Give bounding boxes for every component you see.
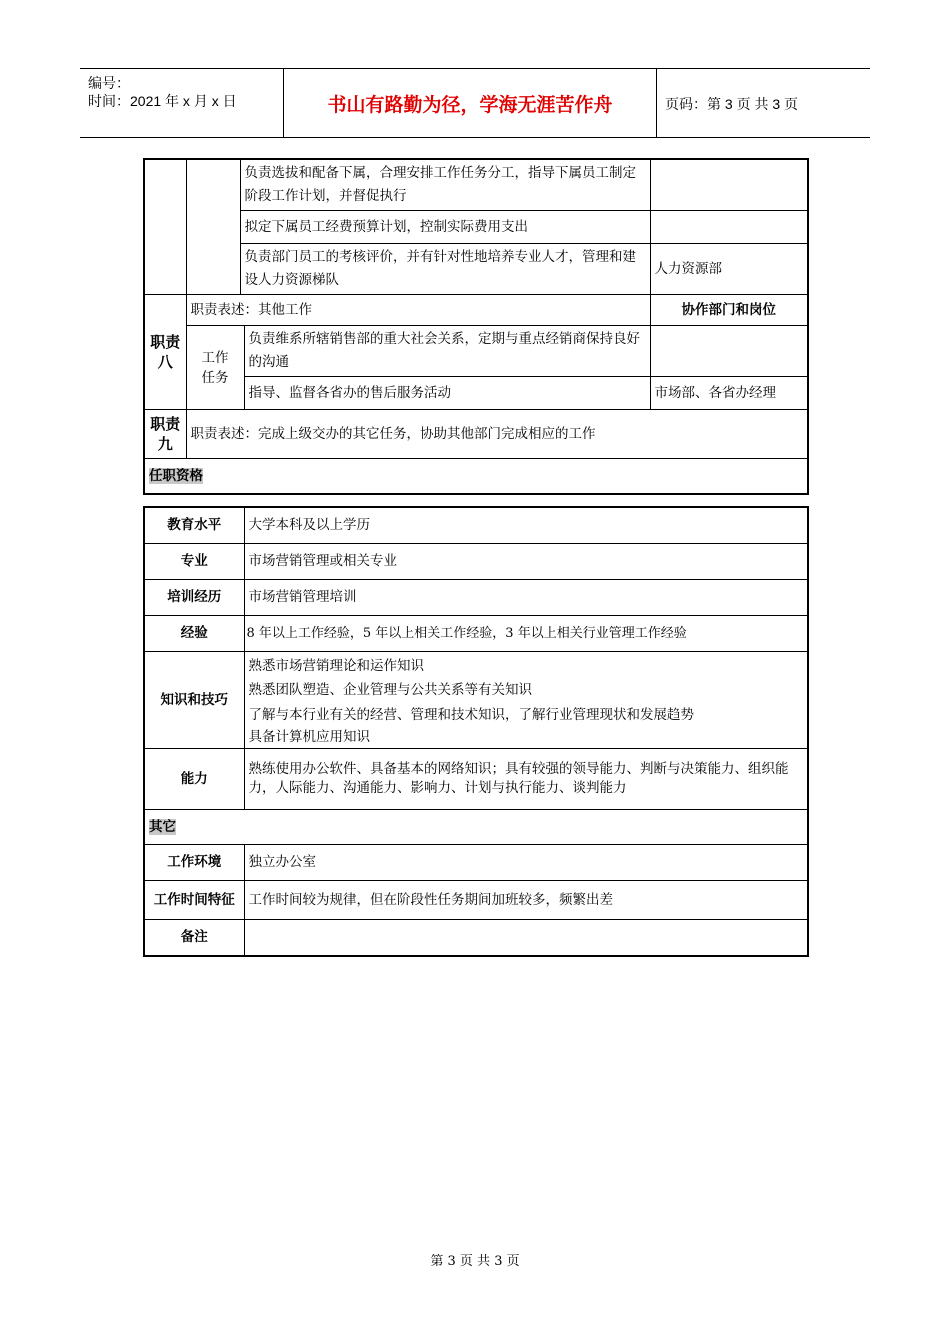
qualifications-table bbox=[143, 506, 809, 957]
page-footer: 第 3 页 共 3 页 bbox=[430, 1254, 520, 1269]
table-row bbox=[144, 881, 808, 920]
task-cell: 负责选拔和配备下属，合理安排工作任务分工，指导下属员工制定阶段工作计划，并督促执行 bbox=[240, 159, 650, 211]
section-title bbox=[144, 810, 808, 845]
table-row bbox=[144, 920, 808, 957]
knowledge-item: 了解与本行业有关的经营、管理和技术知识，了解行业管理现状和发展趋势 bbox=[248, 707, 694, 723]
knowledge-item: 熟悉团队塑造、企业管理与公共关系等有关知识 bbox=[248, 682, 532, 698]
section-row bbox=[144, 459, 808, 495]
task-cell: 指导、监督各省办的售后服务活动 bbox=[244, 377, 650, 410]
row-label: 工作时间特征 bbox=[144, 881, 244, 920]
duty-label: 职责九 bbox=[144, 410, 186, 459]
table-row bbox=[144, 544, 808, 580]
table-row bbox=[144, 377, 808, 410]
table-row bbox=[144, 211, 808, 244]
document-number: 编号： bbox=[88, 75, 130, 91]
row-label: 专业 bbox=[144, 544, 244, 580]
knowledge-item: 具备计算机应用知识 bbox=[248, 729, 370, 745]
row-value: 市场营销管理培训 bbox=[244, 580, 808, 616]
row-value: 独立办公室 bbox=[244, 845, 808, 881]
knowledge-item: 熟悉市场营销理论和运作知识 bbox=[248, 658, 424, 674]
dept-cell: 市场部、各省办经理 bbox=[650, 377, 808, 410]
row-label: 备注 bbox=[144, 920, 244, 957]
job-description-table bbox=[143, 158, 809, 495]
document-date: 时间：2021 年 x 月 x 日 bbox=[88, 93, 237, 109]
section-row bbox=[144, 810, 808, 845]
row-label: 经验 bbox=[144, 616, 244, 652]
task-cell: 负责维系所辖销售部的重大社会关系，定期与重点经销商保持良好的沟通 bbox=[244, 326, 650, 377]
section-title-text: 其它 bbox=[149, 818, 176, 835]
table-row bbox=[144, 845, 808, 881]
header-slogan: 书山有路勤为径，学海无涯苦作舟 bbox=[283, 69, 657, 137]
header-page-number: 页码：第 3 页 共 3 页 bbox=[665, 96, 799, 112]
row-label: 培训经历 bbox=[144, 580, 244, 616]
row-label: 教育水平 bbox=[144, 507, 244, 544]
dept-cell bbox=[650, 159, 808, 211]
row-value: 工作时间较为规律，但在阶段性任务期间加班较多，频繁出差 bbox=[244, 881, 808, 920]
knowledge-cell bbox=[244, 652, 808, 749]
row-value bbox=[244, 920, 808, 957]
row-label: 能力 bbox=[144, 749, 244, 810]
table-row bbox=[144, 410, 808, 459]
coop-header: 协作部门和岗位 bbox=[650, 295, 808, 326]
table-row bbox=[144, 507, 808, 544]
row-label: 工作环境 bbox=[144, 845, 244, 881]
dept-cell bbox=[650, 326, 808, 377]
table-row bbox=[144, 244, 808, 295]
task-cell: 拟定下属员工经费预算计划，控制实际费用支出 bbox=[240, 211, 650, 244]
table-row bbox=[144, 749, 808, 810]
table-row bbox=[144, 616, 808, 652]
task-cell: 负责部门员工的考核评价，并有针对性地培养专业人才，管理和建设人力资源梯队 bbox=[240, 244, 650, 295]
page-header bbox=[80, 68, 870, 138]
row-label: 知识和技巧 bbox=[144, 652, 244, 749]
section-title bbox=[144, 459, 808, 495]
table-row bbox=[144, 159, 808, 211]
duty-label: 职责八 bbox=[144, 295, 186, 410]
header-left bbox=[80, 69, 283, 137]
dept-cell: 人力资源部 bbox=[650, 244, 808, 295]
section-title-text: 任职资格 bbox=[149, 467, 203, 484]
table-row bbox=[144, 652, 808, 749]
duty-statement: 职责表述：其他工作 bbox=[186, 295, 650, 326]
task-label: 工作任务 bbox=[186, 326, 244, 410]
row-value: 大学本科及以上学历 bbox=[244, 507, 808, 544]
duty-statement: 职责表述：完成上级交办的其它任务，协助其他部门完成相应的工作 bbox=[186, 410, 808, 459]
row-value: 8 年以上工作经验，5 年以上相关工作经验，3 年以上相关行业管理工作经验 bbox=[244, 616, 808, 652]
dept-cell bbox=[650, 211, 808, 244]
table-row bbox=[144, 326, 808, 377]
row-value: 熟练使用办公软件、具备基本的网络知识；具有较强的领导能力、判断与决策能力、组织能力，人际能力、沟通能力、影响力、计划与执行能力、谈判能力 bbox=[244, 749, 808, 810]
row-value: 市场营销管理或相关专业 bbox=[244, 544, 808, 580]
table-row bbox=[144, 295, 808, 326]
table-row bbox=[144, 580, 808, 616]
